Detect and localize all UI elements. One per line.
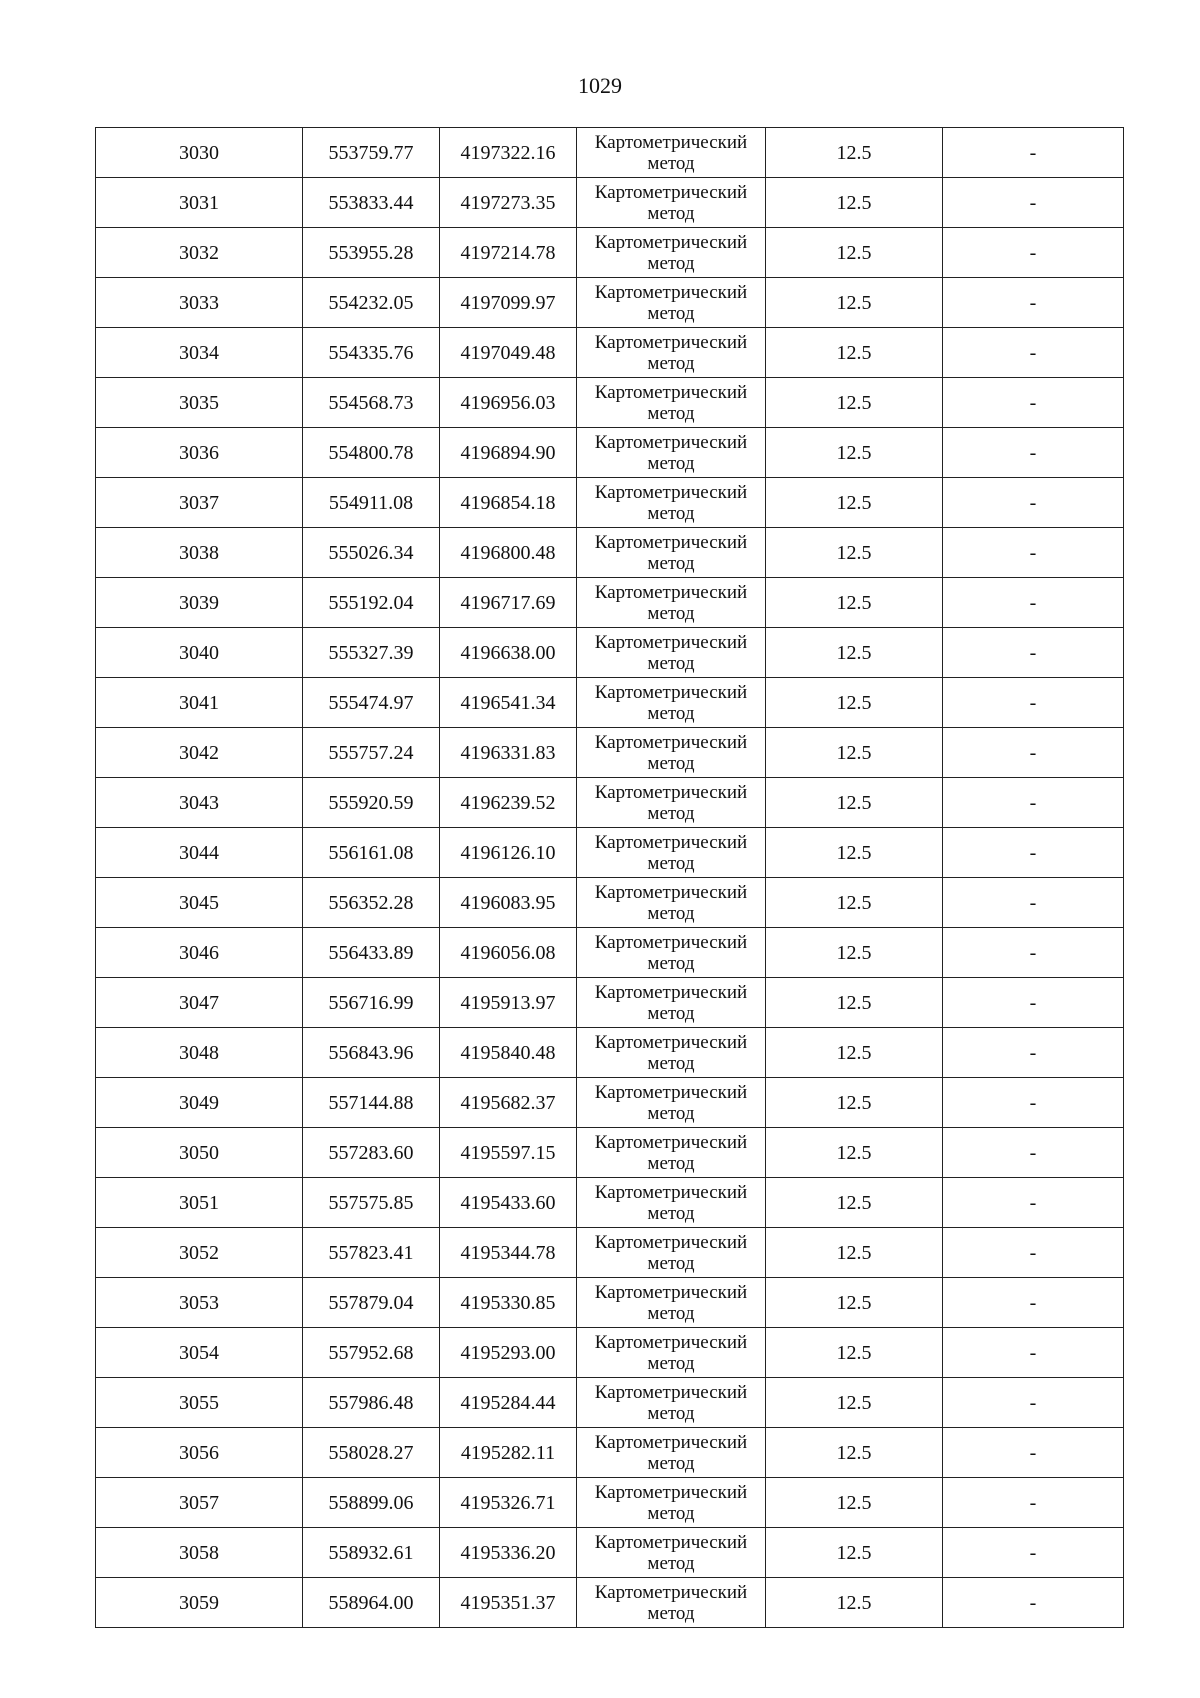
x-coordinate-cell: 557144.88 — [303, 1078, 440, 1128]
x-coordinate-cell: 554335.76 — [303, 328, 440, 378]
y-coordinate-cell: 4196056.08 — [440, 928, 577, 978]
table-row — [96, 628, 1124, 678]
note-cell: - — [943, 728, 1124, 778]
accuracy-cell: 12.5 — [766, 228, 943, 278]
x-coordinate-cell: 554911.08 — [303, 478, 440, 528]
table-row — [96, 1078, 1124, 1128]
method-line-2: метод — [647, 1302, 695, 1324]
method-line-1: Картометрический — [594, 1331, 748, 1353]
method-line-2: метод — [647, 352, 695, 374]
point-id-cell: 3030 — [96, 128, 303, 178]
method-line-2: метод — [647, 1252, 695, 1274]
method-line-2: метод — [647, 502, 695, 524]
accuracy-cell: 12.5 — [766, 1078, 943, 1128]
accuracy-cell: 12.5 — [766, 1378, 943, 1428]
method-line-2: метод — [647, 1052, 695, 1074]
method-line-1: Картометрический — [594, 881, 748, 903]
x-coordinate-cell: 555026.34 — [303, 528, 440, 578]
method-line-1: Картометрический — [594, 381, 748, 403]
method-cell — [577, 878, 766, 928]
point-id-cell: 3052 — [96, 1228, 303, 1278]
method-line-2: метод — [647, 852, 695, 874]
table-row — [96, 878, 1124, 928]
y-coordinate-cell: 4196717.69 — [440, 578, 577, 628]
note-cell: - — [943, 828, 1124, 878]
method-cell — [577, 1328, 766, 1378]
x-coordinate-cell: 556716.99 — [303, 978, 440, 1028]
y-coordinate-cell: 4196126.10 — [440, 828, 577, 878]
point-id-cell: 3049 — [96, 1078, 303, 1128]
accuracy-cell: 12.5 — [766, 128, 943, 178]
method-line-2: метод — [647, 302, 695, 324]
method-cell — [577, 728, 766, 778]
table-row — [96, 1228, 1124, 1278]
method-line-1: Картометрический — [594, 331, 748, 353]
method-line-1: Картометрический — [594, 1381, 748, 1403]
method-line-1: Картометрический — [594, 631, 748, 653]
table-row — [96, 1378, 1124, 1428]
y-coordinate-cell: 4195913.97 — [440, 978, 577, 1028]
coordinates-table-body — [96, 128, 1124, 1628]
x-coordinate-cell: 556161.08 — [303, 828, 440, 878]
method-line-1: Картометрический — [594, 731, 748, 753]
note-cell: - — [943, 678, 1124, 728]
method-cell — [577, 828, 766, 878]
y-coordinate-cell: 4196894.90 — [440, 428, 577, 478]
accuracy-cell: 12.5 — [766, 578, 943, 628]
note-cell: - — [943, 1178, 1124, 1228]
note-cell: - — [943, 578, 1124, 628]
method-cell — [577, 578, 766, 628]
table-row — [96, 128, 1124, 178]
table-row — [96, 1578, 1124, 1628]
accuracy-cell: 12.5 — [766, 928, 943, 978]
point-id-cell: 3051 — [96, 1178, 303, 1228]
accuracy-cell: 12.5 — [766, 1528, 943, 1578]
note-cell: - — [943, 478, 1124, 528]
note-cell: - — [943, 628, 1124, 678]
point-id-cell: 3039 — [96, 578, 303, 628]
x-coordinate-cell: 555757.24 — [303, 728, 440, 778]
method-line-2: метод — [647, 452, 695, 474]
note-cell: - — [943, 1578, 1124, 1628]
table-row — [96, 378, 1124, 428]
note-cell: - — [943, 778, 1124, 828]
method-line-1: Картометрический — [594, 181, 748, 203]
y-coordinate-cell: 4196854.18 — [440, 478, 577, 528]
y-coordinate-cell: 4195336.20 — [440, 1528, 577, 1578]
accuracy-cell: 12.5 — [766, 978, 943, 1028]
method-line-2: метод — [647, 602, 695, 624]
x-coordinate-cell: 558964.00 — [303, 1578, 440, 1628]
table-row — [96, 1278, 1124, 1328]
method-cell — [577, 428, 766, 478]
method-cell — [577, 1128, 766, 1178]
method-line-2: метод — [647, 752, 695, 774]
x-coordinate-cell: 557986.48 — [303, 1378, 440, 1428]
point-id-cell: 3031 — [96, 178, 303, 228]
y-coordinate-cell: 4195330.85 — [440, 1278, 577, 1328]
y-coordinate-cell: 4195840.48 — [440, 1028, 577, 1078]
method-line-2: метод — [647, 1352, 695, 1374]
note-cell: - — [943, 1078, 1124, 1128]
table-row — [96, 1528, 1124, 1578]
y-coordinate-cell: 4196239.52 — [440, 778, 577, 828]
note-cell: - — [943, 278, 1124, 328]
y-coordinate-cell: 4196083.95 — [440, 878, 577, 928]
method-line-1: Картометрический — [594, 1531, 748, 1553]
accuracy-cell: 12.5 — [766, 1128, 943, 1178]
method-line-2: метод — [647, 652, 695, 674]
method-cell — [577, 1528, 766, 1578]
method-line-1: Картометрический — [594, 1281, 748, 1303]
method-line-1: Картометрический — [594, 531, 748, 553]
method-cell — [577, 478, 766, 528]
accuracy-cell: 12.5 — [766, 528, 943, 578]
point-id-cell: 3046 — [96, 928, 303, 978]
method-cell — [577, 628, 766, 678]
table-row — [96, 1428, 1124, 1478]
note-cell: - — [943, 1528, 1124, 1578]
note-cell: - — [943, 1478, 1124, 1528]
method-line-2: метод — [647, 1002, 695, 1024]
x-coordinate-cell: 556433.89 — [303, 928, 440, 978]
accuracy-cell: 12.5 — [766, 728, 943, 778]
accuracy-cell: 12.5 — [766, 878, 943, 928]
note-cell: - — [943, 328, 1124, 378]
y-coordinate-cell: 4196638.00 — [440, 628, 577, 678]
note-cell: - — [943, 1128, 1124, 1178]
method-line-1: Картометрический — [594, 1181, 748, 1203]
method-line-1: Картометрический — [594, 431, 748, 453]
method-line-2: метод — [647, 1602, 695, 1624]
point-id-cell: 3035 — [96, 378, 303, 428]
page-number: 1029 — [578, 73, 622, 98]
method-cell — [577, 528, 766, 578]
accuracy-cell: 12.5 — [766, 1478, 943, 1528]
note-cell: - — [943, 128, 1124, 178]
method-line-2: метод — [647, 152, 695, 174]
coordinates-table — [95, 127, 1124, 1628]
method-line-1: Картометрический — [594, 581, 748, 603]
y-coordinate-cell: 4195682.37 — [440, 1078, 577, 1128]
table-row — [96, 978, 1124, 1028]
accuracy-cell: 12.5 — [766, 428, 943, 478]
method-line-2: метод — [647, 702, 695, 724]
table-row — [96, 578, 1124, 628]
note-cell: - — [943, 428, 1124, 478]
y-coordinate-cell: 4196800.48 — [440, 528, 577, 578]
accuracy-cell: 12.5 — [766, 278, 943, 328]
x-coordinate-cell: 553955.28 — [303, 228, 440, 278]
point-id-cell: 3040 — [96, 628, 303, 678]
y-coordinate-cell: 4195282.11 — [440, 1428, 577, 1478]
method-line-1: Картометрический — [594, 481, 748, 503]
x-coordinate-cell: 555327.39 — [303, 628, 440, 678]
accuracy-cell: 12.5 — [766, 1578, 943, 1628]
method-line-2: метод — [647, 202, 695, 224]
table-row — [96, 178, 1124, 228]
method-line-2: метод — [647, 1152, 695, 1174]
note-cell: - — [943, 1028, 1124, 1078]
x-coordinate-cell: 555920.59 — [303, 778, 440, 828]
accuracy-cell: 12.5 — [766, 178, 943, 228]
table-row — [96, 328, 1124, 378]
table-row — [96, 678, 1124, 728]
note-cell: - — [943, 1278, 1124, 1328]
point-id-cell: 3048 — [96, 1028, 303, 1078]
accuracy-cell: 12.5 — [766, 1028, 943, 1078]
x-coordinate-cell: 557283.60 — [303, 1128, 440, 1178]
method-cell — [577, 128, 766, 178]
method-line-2: метод — [647, 1202, 695, 1224]
y-coordinate-cell: 4197322.16 — [440, 128, 577, 178]
point-id-cell: 3032 — [96, 228, 303, 278]
method-line-1: Картометрический — [594, 1431, 748, 1453]
y-coordinate-cell: 4195284.44 — [440, 1378, 577, 1428]
x-coordinate-cell: 558899.06 — [303, 1478, 440, 1528]
table-row — [96, 828, 1124, 878]
point-id-cell: 3055 — [96, 1378, 303, 1428]
method-cell — [577, 1078, 766, 1128]
method-line-2: метод — [647, 802, 695, 824]
note-cell: - — [943, 1378, 1124, 1428]
point-id-cell: 3045 — [96, 878, 303, 928]
table-row — [96, 778, 1124, 828]
y-coordinate-cell: 4196541.34 — [440, 678, 577, 728]
method-line-1: Картометрический — [594, 131, 748, 153]
note-cell: - — [943, 1228, 1124, 1278]
method-cell — [577, 1178, 766, 1228]
method-line-1: Картометрический — [594, 781, 748, 803]
point-id-cell: 3041 — [96, 678, 303, 728]
note-cell: - — [943, 978, 1124, 1028]
y-coordinate-cell: 4197049.48 — [440, 328, 577, 378]
y-coordinate-cell: 4197273.35 — [440, 178, 577, 228]
method-line-2: метод — [647, 402, 695, 424]
method-line-1: Картометрический — [594, 831, 748, 853]
method-line-2: метод — [647, 1502, 695, 1524]
accuracy-cell: 12.5 — [766, 828, 943, 878]
table-row — [96, 1478, 1124, 1528]
note-cell: - — [943, 528, 1124, 578]
note-cell: - — [943, 1328, 1124, 1378]
point-id-cell: 3053 — [96, 1278, 303, 1328]
note-cell: - — [943, 228, 1124, 278]
note-cell: - — [943, 178, 1124, 228]
point-id-cell: 3050 — [96, 1128, 303, 1178]
y-coordinate-cell: 4197099.97 — [440, 278, 577, 328]
method-line-1: Картометрический — [594, 1081, 748, 1103]
method-line-2: метод — [647, 1402, 695, 1424]
method-cell — [577, 328, 766, 378]
method-cell — [577, 178, 766, 228]
x-coordinate-cell: 558028.27 — [303, 1428, 440, 1478]
point-id-cell: 3058 — [96, 1528, 303, 1578]
method-line-1: Картометрический — [594, 931, 748, 953]
y-coordinate-cell: 4196956.03 — [440, 378, 577, 428]
x-coordinate-cell: 555474.97 — [303, 678, 440, 728]
point-id-cell: 3042 — [96, 728, 303, 778]
x-coordinate-cell: 557575.85 — [303, 1178, 440, 1228]
method-cell — [577, 928, 766, 978]
point-id-cell: 3047 — [96, 978, 303, 1028]
y-coordinate-cell: 4195326.71 — [440, 1478, 577, 1528]
x-coordinate-cell: 554232.05 — [303, 278, 440, 328]
table-row — [96, 1028, 1124, 1078]
accuracy-cell: 12.5 — [766, 1278, 943, 1328]
method-cell — [577, 1378, 766, 1428]
x-coordinate-cell: 556843.96 — [303, 1028, 440, 1078]
table-row — [96, 1178, 1124, 1228]
x-coordinate-cell: 557952.68 — [303, 1328, 440, 1378]
y-coordinate-cell: 4195433.60 — [440, 1178, 577, 1228]
method-cell — [577, 978, 766, 1028]
method-cell — [577, 1478, 766, 1528]
accuracy-cell: 12.5 — [766, 678, 943, 728]
point-id-cell: 3033 — [96, 278, 303, 328]
accuracy-cell: 12.5 — [766, 1178, 943, 1228]
method-cell — [577, 228, 766, 278]
point-id-cell: 3034 — [96, 328, 303, 378]
y-coordinate-cell: 4195351.37 — [440, 1578, 577, 1628]
accuracy-cell: 12.5 — [766, 328, 943, 378]
accuracy-cell: 12.5 — [766, 628, 943, 678]
x-coordinate-cell: 557823.41 — [303, 1228, 440, 1278]
method-cell — [577, 1028, 766, 1078]
point-id-cell: 3056 — [96, 1428, 303, 1478]
x-coordinate-cell: 555192.04 — [303, 578, 440, 628]
method-line-2: метод — [647, 252, 695, 274]
x-coordinate-cell: 553833.44 — [303, 178, 440, 228]
table-row — [96, 428, 1124, 478]
point-id-cell: 3036 — [96, 428, 303, 478]
table-row — [96, 728, 1124, 778]
point-id-cell: 3054 — [96, 1328, 303, 1378]
point-id-cell: 3057 — [96, 1478, 303, 1528]
point-id-cell: 3043 — [96, 778, 303, 828]
point-id-cell: 3044 — [96, 828, 303, 878]
note-cell: - — [943, 928, 1124, 978]
accuracy-cell: 12.5 — [766, 1328, 943, 1378]
y-coordinate-cell: 4197214.78 — [440, 228, 577, 278]
method-line-1: Картометрический — [594, 681, 748, 703]
method-line-2: метод — [647, 952, 695, 974]
accuracy-cell: 12.5 — [766, 778, 943, 828]
y-coordinate-cell: 4196331.83 — [440, 728, 577, 778]
point-id-cell: 3038 — [96, 528, 303, 578]
x-coordinate-cell: 558932.61 — [303, 1528, 440, 1578]
point-id-cell: 3059 — [96, 1578, 303, 1628]
method-cell — [577, 778, 766, 828]
note-cell: - — [943, 1428, 1124, 1478]
note-cell: - — [943, 878, 1124, 928]
x-coordinate-cell: 553759.77 — [303, 128, 440, 178]
table-row — [96, 228, 1124, 278]
method-cell — [577, 278, 766, 328]
table-row — [96, 278, 1124, 328]
method-cell — [577, 1428, 766, 1478]
method-line-1: Картометрический — [594, 1481, 748, 1503]
method-line-1: Картометрический — [594, 981, 748, 1003]
table-row — [96, 1128, 1124, 1178]
method-cell — [577, 1228, 766, 1278]
method-line-1: Картометрический — [594, 1131, 748, 1153]
method-line-2: метод — [647, 552, 695, 574]
table-row — [96, 928, 1124, 978]
method-cell — [577, 378, 766, 428]
table-row — [96, 528, 1124, 578]
table-row — [96, 478, 1124, 528]
table-row — [96, 1328, 1124, 1378]
method-cell — [577, 1278, 766, 1328]
note-cell: - — [943, 378, 1124, 428]
method-cell — [577, 1578, 766, 1628]
method-line-2: метод — [647, 902, 695, 924]
method-line-2: метод — [647, 1102, 695, 1124]
accuracy-cell: 12.5 — [766, 378, 943, 428]
point-id-cell: 3037 — [96, 478, 303, 528]
accuracy-cell: 12.5 — [766, 478, 943, 528]
y-coordinate-cell: 4195293.00 — [440, 1328, 577, 1378]
y-coordinate-cell: 4195344.78 — [440, 1228, 577, 1278]
method-line-2: метод — [647, 1552, 695, 1574]
method-line-1: Картометрический — [594, 231, 748, 253]
y-coordinate-cell: 4195597.15 — [440, 1128, 577, 1178]
method-line-1: Картометрический — [594, 1231, 748, 1253]
method-line-1: Картометрический — [594, 281, 748, 303]
method-line-1: Картометрический — [594, 1581, 748, 1603]
method-cell — [577, 678, 766, 728]
x-coordinate-cell: 554800.78 — [303, 428, 440, 478]
method-line-1: Картометрический — [594, 1031, 748, 1053]
method-line-2: метод — [647, 1452, 695, 1474]
accuracy-cell: 12.5 — [766, 1428, 943, 1478]
x-coordinate-cell: 554568.73 — [303, 378, 440, 428]
accuracy-cell: 12.5 — [766, 1228, 943, 1278]
x-coordinate-cell: 557879.04 — [303, 1278, 440, 1328]
x-coordinate-cell: 556352.28 — [303, 878, 440, 928]
